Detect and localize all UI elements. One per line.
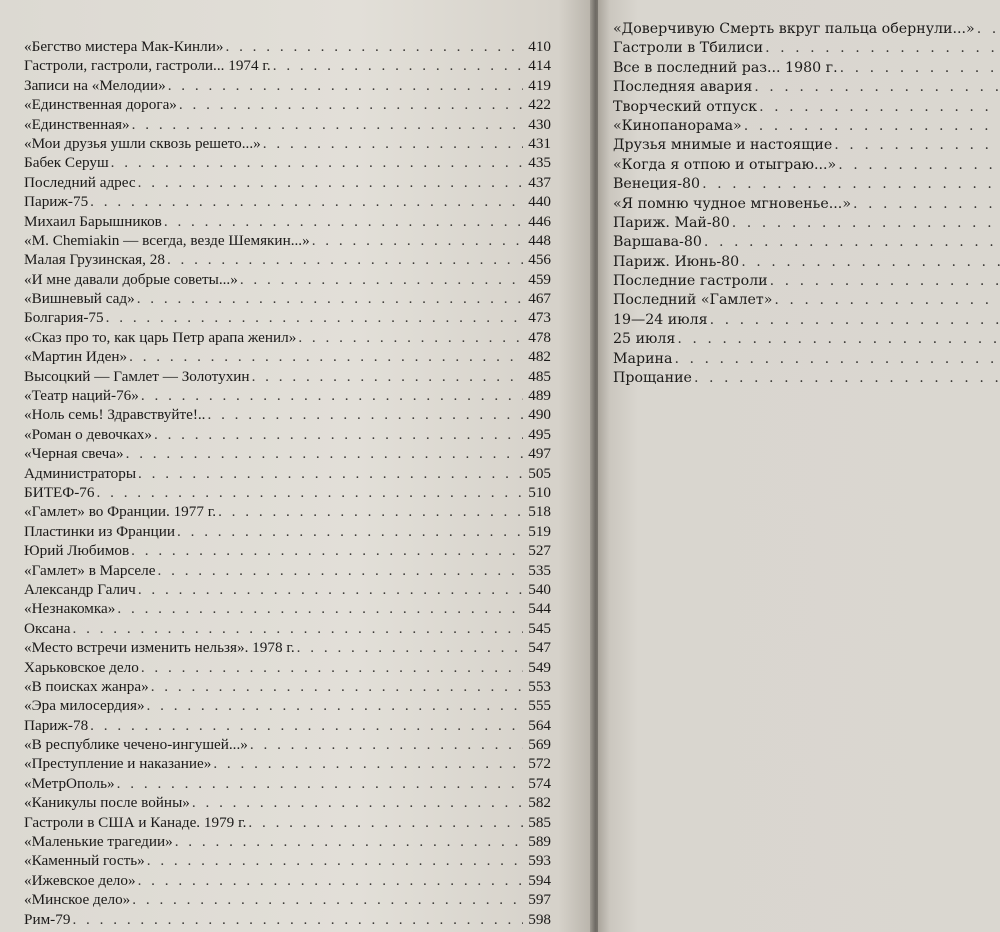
toc-entry-title: «Роман о девочках»: [24, 425, 152, 443]
toc-entry-page-number: 478: [528, 328, 551, 346]
toc-entry-page-number: 473: [528, 309, 551, 327]
toc-entry-title: «Я помню чудное мгновенье...»: [613, 195, 852, 212]
dot-leader: [167, 250, 523, 269]
toc-entry: [613, 39, 1000, 58]
dot-leader: [97, 483, 524, 502]
dot-leader: [175, 832, 523, 851]
dot-leader: [218, 502, 523, 521]
toc-entry: [24, 250, 551, 269]
dot-leader: [263, 134, 523, 153]
toc-entry: [613, 330, 1000, 349]
toc-entry: [24, 619, 551, 638]
toc-entry-page-number: 422: [528, 96, 551, 114]
toc-entry-page-number: 589: [528, 833, 551, 851]
dot-leader: [834, 136, 1000, 155]
dot-leader: [154, 425, 523, 444]
toc-entry: [24, 231, 551, 250]
toc-entry: [24, 638, 551, 657]
toc-entry: [24, 658, 551, 677]
toc-entry: [613, 253, 1000, 272]
toc-entry-title: Александр Галич: [24, 580, 136, 598]
toc-entry: [613, 291, 1000, 310]
dot-leader: [765, 39, 1000, 58]
toc-entry: [24, 37, 551, 56]
toc-entry-title: «МетрОполь»: [24, 774, 115, 792]
dot-leader: [90, 192, 523, 211]
toc-entry-page-number: 505: [528, 464, 551, 482]
toc-entry-title: «В республике чечено-ингушей...»: [24, 736, 248, 754]
dot-leader: [250, 735, 523, 754]
toc-entry-title: Друзья мнимые и настоящие: [613, 137, 833, 154]
toc-entry-title: Последний «Гамлет»: [613, 292, 773, 309]
toc-entry-title: Юрий Любимов: [24, 542, 130, 560]
toc-entry-page-number: 545: [528, 619, 551, 637]
toc-entry: [24, 793, 551, 812]
toc-entry: [613, 369, 1000, 388]
toc-entry: [24, 173, 551, 192]
toc-entry: [24, 522, 551, 541]
dot-leader: [132, 115, 523, 134]
toc-entry-title: «Мартин Иден»: [24, 348, 128, 366]
toc-entry-page-number: 414: [528, 57, 551, 75]
toc-entry: [24, 153, 551, 172]
toc-entry-page-number: 489: [528, 387, 551, 405]
dot-leader: [179, 95, 523, 114]
toc-entry-page-number: 544: [528, 600, 551, 618]
toc-entry-page-number: 553: [528, 677, 551, 695]
dot-leader: [147, 851, 523, 870]
dot-leader: [840, 59, 1000, 78]
dot-leader: [741, 253, 1000, 272]
toc-entry-title: «Кинопанорама»: [613, 117, 742, 134]
toc-entry-title: «M. Chemiakin — всегда, везде Шемякин...»: [24, 231, 310, 249]
dot-leader: [131, 541, 523, 560]
dot-leader: [141, 658, 523, 677]
toc-entry-page-number: 440: [528, 193, 551, 211]
toc-entry-title: «Единственная дорога»: [24, 96, 177, 114]
toc-entry-title: «Доверчивую Смерть вкруг пальца обернули...»: [613, 21, 975, 37]
toc-entry: [24, 270, 551, 289]
toc-entry: [24, 483, 551, 502]
toc-entry-title: Михаил Барышников: [24, 212, 162, 230]
toc-entry: [24, 347, 551, 366]
dot-leader: [838, 156, 1000, 175]
toc-entry-title: Болгария-75: [24, 309, 104, 327]
toc-entry-page-number: 564: [528, 716, 551, 734]
dot-leader: [132, 890, 523, 909]
toc-entry-page-number: 456: [528, 251, 551, 269]
dot-leader: [298, 328, 523, 347]
toc-entry-page-number: 410: [528, 38, 551, 55]
toc-entry-title: 25 июля: [613, 331, 676, 348]
dot-leader: [117, 774, 523, 793]
dot-leader: [704, 233, 1000, 252]
toc-entry-title: «Эра милосердия»: [24, 697, 145, 715]
toc-entry-page-number: 519: [528, 522, 551, 540]
dot-leader: [759, 98, 1000, 117]
dot-leader: [213, 754, 523, 773]
toc-entry: [613, 78, 1000, 97]
dot-leader: [192, 793, 523, 812]
toc-entry: [24, 328, 551, 347]
toc-entry-title: Последний адрес: [24, 173, 136, 191]
dot-leader: [72, 910, 523, 929]
toc-entry-title: Прощание: [613, 370, 692, 387]
toc-entry-title: «Каникулы после войны»: [24, 794, 190, 812]
dot-leader: [240, 270, 523, 289]
toc-entry-title: Гастроли в США и Канаде. 1979 г.: [24, 813, 247, 831]
toc-entry: [24, 115, 551, 134]
toc-entry-page-number: 585: [528, 813, 551, 831]
toc-entry-page-number: 574: [528, 774, 551, 792]
toc-entry-title: Администраторы: [24, 464, 137, 482]
dot-leader: [677, 330, 1000, 349]
dot-leader: [164, 212, 523, 231]
toc-entry: [24, 561, 551, 580]
dot-leader: [158, 561, 524, 580]
toc-entry: [24, 735, 551, 754]
right-toc-list: [613, 20, 1000, 388]
toc-entry-title: «Вишневый сад»: [24, 290, 135, 308]
toc-entry-page-number: 597: [528, 891, 551, 909]
toc-entry-title: «Театр наций-76»: [24, 387, 139, 405]
toc-entry: [24, 774, 551, 793]
dot-leader: [312, 231, 523, 250]
toc-entry-title: Варшава-80: [613, 234, 702, 251]
toc-entry: [24, 405, 551, 424]
toc-entry-page-number: 490: [528, 406, 551, 424]
dot-leader: [90, 716, 523, 735]
toc-entry-title: «Единственная»: [24, 115, 130, 133]
dot-leader: [710, 311, 1000, 330]
toc-entry-title: «Ноль семь! Здравствуйте!..: [24, 406, 206, 424]
toc-entry: [24, 289, 551, 308]
dot-leader: [138, 173, 523, 192]
toc-entry: [613, 98, 1000, 117]
dot-leader: [111, 153, 523, 172]
toc-entry-title: Все в последний раз... 1980 г.: [613, 59, 838, 76]
dot-leader: [732, 214, 1000, 233]
dot-leader: [744, 117, 1000, 136]
toc-entry: [24, 386, 551, 405]
dot-leader: [151, 677, 523, 696]
toc-entry: [24, 677, 551, 696]
toc-entry-title: Гастроли в Тбилиси: [613, 40, 764, 57]
toc-entry-title: Париж-75: [24, 193, 89, 211]
toc-entry-page-number: 540: [528, 580, 551, 598]
dot-leader: [770, 272, 1000, 291]
toc-entry: [613, 350, 1000, 369]
dot-leader: [774, 291, 1000, 310]
toc-entry-title: Оксана: [24, 619, 71, 637]
toc-entry-title: БИТЕФ-76: [24, 483, 95, 501]
toc-entry-page-number: 510: [528, 483, 551, 501]
toc-entry-page-number: 497: [528, 445, 551, 463]
toc-entry: [24, 134, 551, 153]
toc-entry-page-number: 435: [528, 154, 551, 172]
toc-entry-title: Париж. Июнь-80: [613, 253, 740, 270]
toc-entry-title: «Маленькие трагедии»: [24, 833, 173, 851]
toc-entry-page-number: 448: [528, 231, 551, 249]
toc-entry: [24, 541, 551, 560]
toc-entry: [613, 59, 1000, 78]
toc-entry-page-number: 431: [528, 134, 551, 152]
toc-entry: [24, 716, 551, 735]
toc-entry-title: Творческий отпуск: [613, 98, 758, 115]
toc-entry-page-number: 598: [528, 910, 551, 928]
toc-entry-title: «Бегство мистера Мак-Кинли»: [24, 38, 224, 55]
toc-entry-page-number: 555: [528, 697, 551, 715]
toc-entry-title: «Каменный гость»: [24, 852, 145, 870]
toc-entry-title: «Ижевское дело»: [24, 871, 136, 889]
toc-entry: [24, 832, 551, 851]
toc-entry: [24, 813, 551, 832]
toc-entry-title: Последняя авария: [613, 79, 753, 96]
toc-entry-page-number: 437: [528, 173, 551, 191]
toc-entry: [24, 580, 551, 599]
toc-entry-page-number: 482: [528, 348, 551, 366]
toc-entry-page-number: 527: [528, 542, 551, 560]
toc-entry-page-number: 549: [528, 658, 551, 676]
toc-entry: [613, 156, 1000, 175]
toc-entry: [613, 214, 1000, 233]
dot-leader: [977, 20, 1000, 39]
toc-entry-title: «Незнакомка»: [24, 600, 116, 618]
toc-entry: [613, 272, 1000, 291]
toc-entry-title: Записи на «Мелодии»: [24, 76, 166, 94]
toc-entry-title: Пластинки из Франции: [24, 522, 175, 540]
toc-entry-title: «Когда я отпою и отыграю...»: [613, 156, 837, 173]
toc-entry-title: Марина: [613, 350, 673, 367]
toc-entry-title: «В поисках жанра»: [24, 677, 149, 695]
toc-entry-title: «Место встречи изменить нельзя». 1978 г.: [24, 639, 295, 657]
toc-entry-title: «Гамлет» во Франции. 1977 г.: [24, 503, 217, 521]
toc-entry: [24, 192, 551, 211]
dot-leader: [106, 308, 523, 327]
toc-entry-page-number: 459: [528, 270, 551, 288]
toc-entry: [613, 195, 1000, 214]
dot-leader: [853, 195, 1000, 214]
toc-entry-title: Бабек Серуш: [24, 154, 109, 172]
dot-leader: [137, 289, 523, 308]
toc-entry-page-number: 535: [528, 561, 551, 579]
dot-leader: [141, 386, 523, 405]
toc-entry: [24, 871, 551, 890]
dot-leader: [138, 580, 523, 599]
toc-entry: [24, 308, 551, 327]
dot-leader: [674, 350, 1000, 369]
toc-entry-title: «Преступление и наказание»: [24, 755, 212, 773]
toc-entry: [24, 599, 551, 618]
toc-entry-page-number: 518: [528, 503, 551, 521]
toc-entry-page-number: 419: [528, 76, 551, 94]
dot-leader: [73, 619, 523, 638]
toc-entry: [613, 175, 1000, 194]
toc-entry: [24, 890, 551, 909]
dot-leader: [117, 599, 523, 618]
toc-entry-title: Рим-79: [24, 910, 71, 928]
toc-entry-page-number: 593: [528, 852, 551, 870]
toc-entry-title: «Сказ про то, как царь Петр арапа женил»: [24, 328, 297, 346]
toc-entry: [24, 464, 551, 483]
toc-entry: [24, 76, 551, 95]
toc-entry: [24, 754, 551, 773]
toc-entry-title: «И мне давали добрые советы...»: [24, 270, 238, 288]
toc-entry-page-number: 446: [528, 212, 551, 230]
toc-entry-title: Последние гастроли: [613, 273, 768, 290]
toc-entry-title: 19—24 июля: [613, 311, 708, 328]
dot-leader: [138, 464, 523, 483]
toc-entry: [613, 117, 1000, 136]
toc-entry: [24, 425, 551, 444]
toc-entry-title: «Черная свеча»: [24, 445, 124, 463]
toc-entry-title: Гастроли, гастроли, гастроли... 1974 г.: [24, 57, 271, 75]
toc-entry: [24, 502, 551, 521]
toc-entry: [24, 696, 551, 715]
toc-entry: [613, 136, 1000, 155]
toc-entry-page-number: 495: [528, 425, 551, 443]
dot-leader: [273, 56, 523, 75]
toc-entry: [24, 910, 551, 929]
dot-leader: [225, 37, 523, 56]
dot-leader: [147, 696, 523, 715]
dot-leader: [126, 444, 523, 463]
toc-entry-title: Париж-78: [24, 716, 89, 734]
toc-entry-title: Высоцкий — Гамлет — Золотухин: [24, 367, 250, 385]
dot-leader: [129, 347, 523, 366]
dot-leader: [138, 871, 523, 890]
toc-entry-title: «Мои друзья ушли сквозь решето...»: [24, 134, 261, 152]
toc-entry: [24, 367, 551, 386]
toc-entry-page-number: 467: [528, 290, 551, 308]
toc-entry-title: Харьковское дело: [24, 658, 139, 676]
toc-entry: [24, 56, 551, 75]
dot-leader: [297, 638, 523, 657]
toc-entry-page-number: 582: [528, 794, 551, 812]
toc-entry: [613, 20, 1000, 39]
left-toc-list: [24, 37, 594, 929]
toc-entry-page-number: 485: [528, 367, 551, 385]
toc-entry-title: «Гамлет» в Марселе: [24, 561, 156, 579]
toc-entry-page-number: 594: [528, 871, 551, 889]
right-page: [598, 0, 1000, 932]
toc-entry-page-number: 547: [528, 639, 551, 657]
toc-entry: [24, 212, 551, 231]
toc-entry-title: Париж. Май-80: [613, 214, 730, 231]
toc-entry-title: Малая Грузинская, 28: [24, 251, 165, 269]
dot-leader: [694, 369, 1000, 388]
toc-entry: [24, 95, 551, 114]
dot-leader: [168, 76, 523, 95]
toc-entry: [613, 311, 1000, 330]
dot-leader: [207, 405, 523, 424]
dot-leader: [702, 175, 1000, 194]
toc-entry-title: «Минское дело»: [24, 891, 131, 909]
dot-leader: [252, 367, 523, 386]
toc-entry-title: Венеция-80: [613, 176, 701, 193]
dot-leader: [177, 522, 523, 541]
toc-entry-page-number: 572: [528, 755, 551, 773]
toc-entry: [24, 444, 551, 463]
dot-leader: [248, 813, 523, 832]
dot-leader: [754, 78, 1000, 97]
toc-entry-page-number: 430: [528, 115, 551, 133]
toc-entry-page-number: 569: [528, 736, 551, 754]
toc-entry: [613, 233, 1000, 252]
toc-entry: [24, 851, 551, 870]
